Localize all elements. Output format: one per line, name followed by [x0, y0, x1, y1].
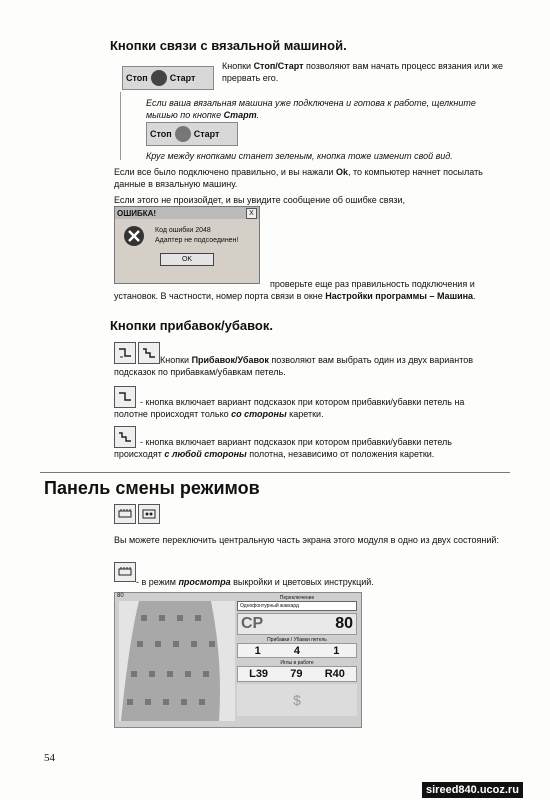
incdec-value-2: 4 [293, 644, 301, 657]
dialog-title: ОШИБКА! [117, 208, 157, 218]
ok-button[interactable]: OK [160, 253, 214, 266]
any-side-desc-2: происходят с любой стороны полотна, независимо от положения каретки. [114, 449, 435, 459]
stop-start-buttons-active[interactable] [146, 122, 238, 146]
carriage-side-icon[interactable] [114, 342, 136, 364]
error-icon [123, 225, 145, 247]
divider [40, 472, 510, 473]
incdec-value-3: 1 [333, 644, 340, 657]
mode-buttons[interactable] [114, 504, 160, 524]
needles-middle: 79 [290, 668, 303, 680]
paragraph-error: Если этого не произойдет, и вы увидите сообщение об ошибке связи, [114, 195, 406, 205]
knit-type-dropdown[interactable]: Однофонтурный жаккард [237, 601, 357, 611]
error-message: Адаптер не подсоединен! [155, 237, 239, 244]
italic-note-1: Если ваша вязальная машина уже подключена и готова к работе, щелкните мышью по кнопке Старт. [146, 98, 476, 120]
knitting-pattern-preview [119, 601, 235, 721]
close-icon[interactable]: X [246, 208, 257, 219]
status-area [237, 684, 357, 716]
cassette-icon[interactable] [138, 504, 160, 524]
start-label: Старт [193, 129, 220, 139]
start-label: Старт [169, 73, 196, 83]
watermark: sireed840.ucoz.ru [422, 782, 523, 798]
incdec-buttons[interactable] [114, 342, 160, 364]
row-number: 80 [117, 593, 124, 599]
incdec-desc-2: подсказок по прибавкам/убавкам петель. [114, 367, 286, 377]
italic-note-2: Круг между кнопками станет зеленым, кнопка тоже изменит свой вид. [146, 151, 453, 161]
any-side-desc: - кнопка включает вариант подсказок при котором прибавки/убавки петель [140, 437, 452, 447]
stop-label: Стоп [150, 129, 172, 139]
row-counter[interactable]: 80 [335, 615, 353, 632]
section-heading-incdec: Кнопки прибавок/убавок. [110, 318, 273, 333]
incdec-label: Прибавки / Убавки петель [267, 637, 327, 643]
stop-start-buttons[interactable] [122, 66, 214, 90]
paragraph-ok: Если все было подключено правильно, и вы нажали Ok, то компьютер начнет посылать данные в вязальную машину. [114, 167, 483, 189]
needles-left: L39 [249, 668, 269, 680]
section-heading-modes: Панель смены режимов [44, 478, 260, 498]
dollar-icon: $ [293, 692, 301, 708]
status-circle-icon [175, 126, 191, 142]
incdec-value-1: 1 [254, 644, 261, 657]
carriage-side-icon[interactable] [114, 386, 136, 408]
error-dialog [114, 206, 260, 284]
page-number: 54 [44, 752, 55, 764]
divider [120, 92, 121, 160]
program-screenshot [114, 592, 362, 728]
stop-start-desc: Кнопки Стоп/Старт позволяют вам начать процесс вязания или же прервать его. [222, 61, 503, 83]
carriage-side-desc: - кнопка включает вариант подсказок при котором прибавки/убавки петель на [140, 397, 465, 407]
needles-right: R40 [324, 668, 345, 680]
modes-desc: Вы можете переключить центральную часть экрана этого модуля в одно из двух состояний: [114, 535, 499, 545]
section-heading-connection: Кнопки связи с вязальной машиной. [110, 38, 347, 53]
carriage-side-desc-2: полотне происходят только со стороны каретки. [114, 409, 324, 419]
knitting-machine-icon[interactable] [114, 562, 136, 582]
any-side-icon[interactable] [138, 342, 160, 364]
knitting-machine-icon[interactable] [114, 504, 136, 524]
status-circle-icon [151, 70, 167, 86]
needles-label: Иглы в работе [280, 660, 314, 666]
any-side-icon[interactable] [114, 426, 136, 448]
paragraph-check-2: установок. В частности, номер порта связи в окне Настройки программы – Машина. [114, 291, 476, 301]
panel-title: Переключение [279, 595, 315, 601]
control-panel [237, 595, 357, 723]
error-code: Код ошибки 2048 [155, 227, 211, 234]
incdec-desc: Кнопки Прибавок/Убавок позволяют вам выбрать один из двух вариантов [160, 355, 474, 365]
paragraph-check-1: проверьте еще раз правильность подключения и [270, 279, 475, 289]
cp-label: CP [241, 615, 264, 632]
view-mode-desc: - в режим просмотра выкройки и цветовых инструкций. [136, 577, 374, 587]
stop-label: Стоп [126, 73, 148, 83]
